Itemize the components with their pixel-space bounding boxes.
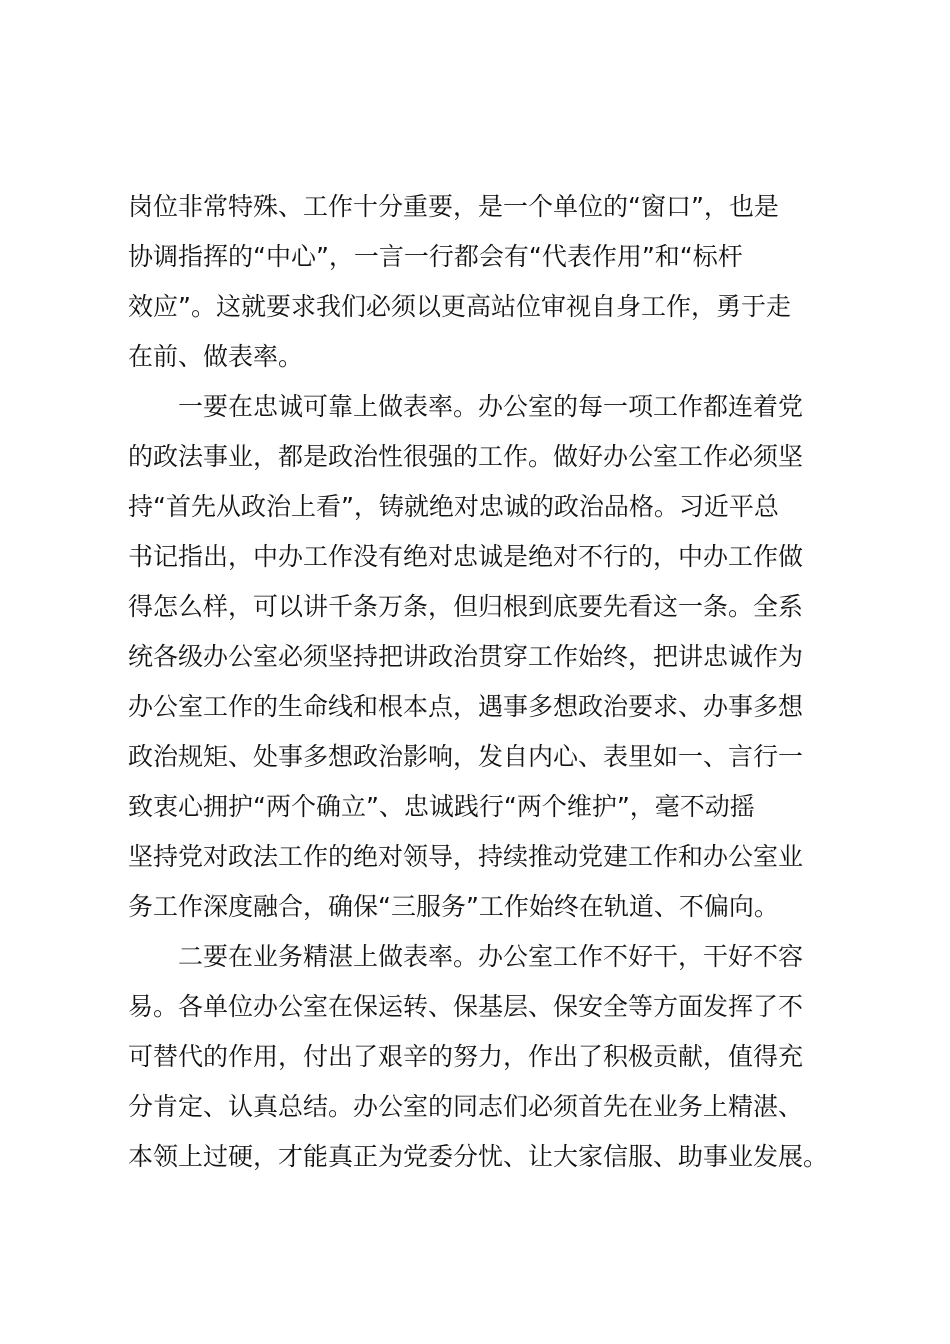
text-line: 协调指挥的“中心”，一言一行都会有“代表作用”和“标杆 — [128, 242, 743, 271]
text-line: 的政法事业，都是政治性很强的工作。做好办公室工作必须坚 — [128, 442, 804, 471]
text-line: 在前、做表率。 — [128, 342, 304, 371]
paragraph-start-line: 二要在业务精湛上做表率。办公室工作不好干，干好不容 — [178, 942, 804, 971]
text-line: 分肯定、认真总结。办公室的同志们必须首先在业务上精湛、 — [128, 1092, 804, 1121]
document-body — [128, 182, 833, 1182]
text-line: 办公室工作的生命线和根本点，遇事多想政治要求、办事多想 — [128, 692, 804, 721]
text-line: 得怎么样，可以讲千条万条，但归根到底要先看这一条。全系 — [128, 592, 804, 621]
text-line: 政治规矩、处事多想政治影响，发自内心、表里如一、言行一 — [128, 742, 804, 771]
text-line: 务工作深度融合，确保“三服务”工作始终在轨道、不偏向。 — [128, 892, 779, 921]
paragraph-start-line: 一要在忠诚可靠上做表率。办公室的每一项工作都连着党 — [178, 392, 804, 421]
text-line: 可替代的作用，付出了艰辛的努力，作出了积极贡献，值得充 — [128, 1042, 804, 1071]
text-line: 致衷心拥护“两个确立”、忠诚践行“两个维护”，毫不动摇 — [128, 792, 755, 821]
text-line: 坚持党对政法工作的绝对领导，持续推动党建工作和办公室业 — [128, 842, 804, 871]
text-line: 持“首先从政治上看”，铸就绝对忠诚的政治品格。习近平总 — [128, 492, 779, 521]
text-line: 易。各单位办公室在保运转、保基层、保安全等方面发挥了不 — [128, 992, 804, 1021]
text-line: 效应”。这就要求我们必须以更高站位审视自身工作，勇于走 — [128, 292, 791, 321]
text-line: 本领上过硬，才能真正为党委分忧、让大家信服、助事业发展。 — [128, 1142, 829, 1171]
text-line: 岗位非常特殊、工作十分重要，是一个单位的“窗口”，也是 — [128, 192, 779, 221]
text-line: 书记指出，中办工作没有绝对忠诚是绝对不行的，中办工作做 — [128, 542, 804, 571]
text-line: 统各级办公室必须坚持把讲政治贯穿工作始终，把讲忠诚作为 — [128, 642, 804, 671]
